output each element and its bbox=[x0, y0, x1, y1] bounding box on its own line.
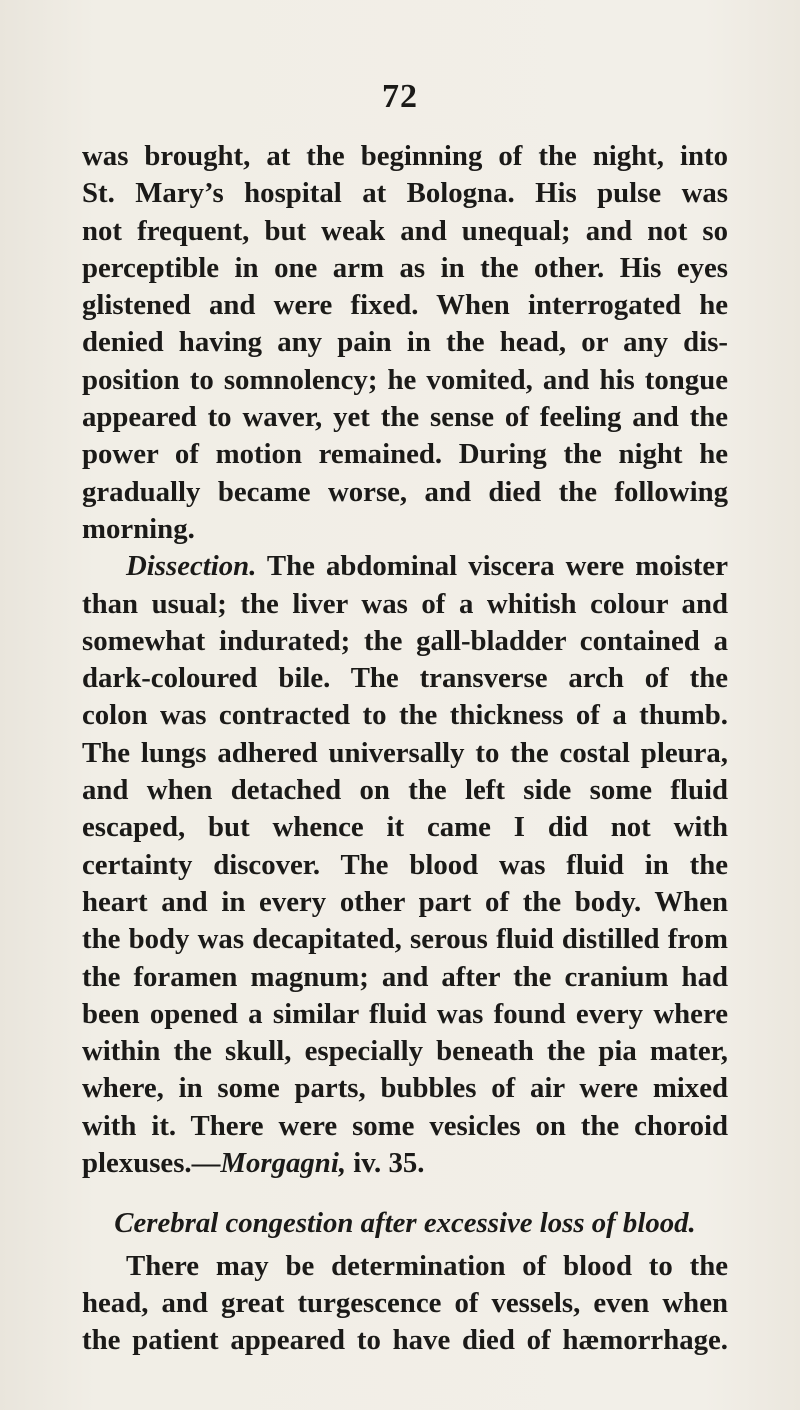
paragraph-dissection bbox=[82, 548, 728, 1182]
citation-reference: iv. 35. bbox=[346, 1147, 425, 1180]
text-line: position to somnolency; he vomited, and his tongue bbox=[82, 363, 728, 396]
citation-author: Morgagni, bbox=[220, 1147, 347, 1180]
text-line bbox=[82, 548, 728, 585]
text-line: The lungs adhered universally to the costal pleura, bbox=[82, 736, 728, 769]
paragraph-determination bbox=[82, 1248, 728, 1360]
text-line: power of motion remained. During the night he bbox=[82, 438, 728, 471]
text-line: There may be determination of blood to the bbox=[126, 1249, 728, 1282]
text-line: within the skull, especially beneath the pia mater, bbox=[82, 1035, 728, 1068]
text-run: The abdominal viscera were moister bbox=[256, 550, 728, 583]
text-line: the patient appeared to have died of hæmorrhage. bbox=[82, 1324, 728, 1357]
text-line: appeared to waver, yet the sense of feeling and the bbox=[82, 401, 728, 434]
page-body bbox=[82, 138, 728, 1360]
text-line: certainty discover. The blood was fluid in the bbox=[82, 848, 728, 881]
text-run: plexuses.— bbox=[82, 1147, 221, 1180]
paragraph-case-history bbox=[82, 138, 728, 548]
text-line: St. Mary’s hospital at Bologna. His pulse was bbox=[82, 177, 728, 210]
text-line bbox=[82, 1145, 728, 1182]
text-line: the foramen magnum; and after the cranium had bbox=[82, 960, 728, 993]
text-line: was brought, at the beginning of the night, into bbox=[82, 140, 728, 172]
text-line: heart and in every other part of the body. When bbox=[82, 885, 728, 918]
text-line: morning. bbox=[82, 512, 195, 545]
section-heading: Cerebral congestion after excessive loss of blood. bbox=[114, 1207, 696, 1240]
text-line: the body was decapitated, serous fluid distilled from bbox=[82, 923, 728, 956]
text-line: dark-coloured bile. The transverse arch of the bbox=[82, 662, 728, 695]
text-line: perceptible in one arm as in the other. His eyes bbox=[82, 251, 728, 284]
page-number: 72 bbox=[382, 78, 418, 115]
text-line: escaped, but whence it came I did not with bbox=[82, 811, 728, 844]
text-line: not frequent, but weak and unequal; and not so bbox=[82, 214, 728, 247]
text-line: and when detached on the left side some fluid bbox=[82, 774, 728, 807]
text-line: where, in some parts, bubbles of air were mixed bbox=[82, 1072, 728, 1105]
text-line: somewhat indurated; the gall-bladder contained a bbox=[82, 624, 728, 657]
text-line: gradually became worse, and died the following bbox=[82, 475, 728, 508]
text-line: colon was contracted to the thickness of a thumb. bbox=[82, 699, 728, 732]
text-line: with it. There were some vesicles on the choroid bbox=[82, 1109, 728, 1142]
text-line: than usual; the liver was of a whitish colour and bbox=[82, 587, 728, 620]
text-line: glistened and were fixed. When interrogated he bbox=[82, 289, 728, 322]
text-line: head, and great turgescence of vessels, even when bbox=[82, 1286, 728, 1319]
text-line: denied having any pain in the head, or any dis- bbox=[82, 326, 728, 359]
dissection-label: Dissection. bbox=[126, 550, 257, 583]
text-line: been opened a similar fluid was found every where bbox=[82, 997, 728, 1030]
